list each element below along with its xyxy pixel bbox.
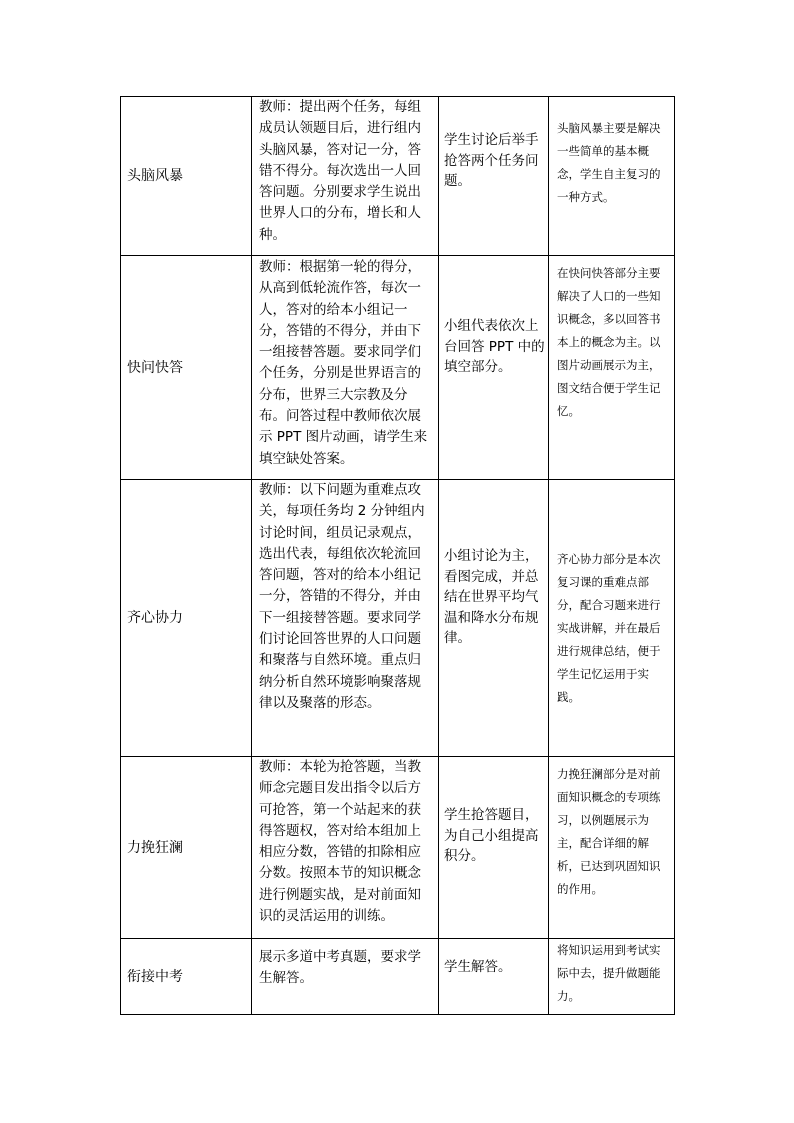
design-intent-text: 力挽狂澜部分是对前面知识概念的专项练习，以例题展示为主，配合详细的解析，已达到巩固知识的作用。 xyxy=(557,767,661,896)
student-activity-text: 小组讨论为主，看图完成，并总结在世界平均气温和降水分布规律。 xyxy=(444,548,539,646)
table-row xyxy=(121,939,675,1015)
design-intent-text: 在快问快答部分主要解决了人口的一些知识概念，多以回答书本上的概念为主。以图片动画展示为主，图文结合便于学生记忆。 xyxy=(557,266,661,418)
teacher-activity-text: 教师：以下问题为重难点攻关，每项任务均 2 分钟组内讨论时间，组员记录观点，选出代表，每组依次轮流回答问题，答对的给本小组记一分，答错的不得分，并由下一组接替答题。要求同学们讨论回答世界的人口问题和聚落与自然环境。重点归纳分析自然环境影响聚落规律以及聚落的形态。 xyxy=(259,482,425,711)
stage-cell xyxy=(121,256,252,480)
student-activity-cell xyxy=(439,939,549,1015)
teacher-activity-cell xyxy=(252,97,439,256)
teacher-activity-cell xyxy=(252,480,439,757)
student-activity-cell xyxy=(439,480,549,757)
stage-label: 衔接中考 xyxy=(127,968,183,985)
stage-cell xyxy=(121,939,252,1015)
stage-cell xyxy=(121,97,252,256)
teacher-activity-cell xyxy=(252,757,439,939)
student-activity-text: 学生解答。 xyxy=(444,959,512,975)
design-intent-text: 头脑风暴主要是解决一些简单的基本概念，学生自主复习的一种方式。 xyxy=(557,121,661,204)
table-row xyxy=(121,256,675,480)
student-activity-cell xyxy=(439,256,549,480)
student-activity-cell xyxy=(439,757,549,939)
design-intent-cell xyxy=(549,97,675,256)
stage-cell xyxy=(121,757,252,939)
stage-label: 头脑风暴 xyxy=(127,168,183,184)
lesson-activity-table xyxy=(120,96,675,1015)
stage-cell xyxy=(121,480,252,757)
student-activity-text: 学生抢答题目，为自己小组提高积分。 xyxy=(444,807,539,864)
design-intent-cell xyxy=(549,939,675,1015)
design-intent-text: 齐心协力部分是本次复习课的重难点部分，配合习题来进行实战讲解，并在最后进行规律总结，便于学生记忆运用于实践。 xyxy=(557,552,661,704)
table-row xyxy=(121,97,675,256)
table-row xyxy=(121,757,675,939)
student-activity-text: 学生讨论后举手抢答两个任务问题。 xyxy=(444,132,539,189)
table-row xyxy=(121,480,675,757)
stage-label: 力挽狂澜 xyxy=(127,839,183,856)
teacher-activity-text: 教师：本轮为抢答题，当教师念完题目发出指令以后方可抢答，第一个站起来的获得答题权，答对给本组加上相应分数，答错的扣除相应分数。按照本节的知识概念进行例题实战，是对前面知识的灵活运用的训练。 xyxy=(259,759,421,925)
design-intent-cell xyxy=(549,757,675,939)
stage-label: 齐心协力 xyxy=(127,610,183,626)
teacher-activity-text: 展示多道中考真题，要求学生解答。 xyxy=(259,949,421,987)
teacher-activity-text: 教师：提出两个任务，每组成员认领题目后，进行组内头脑风暴，答对记一分，答错不得分。每次选出一人回答问题。分别要求学生说出世界人口的分布，增长和人种。 xyxy=(259,99,421,243)
student-activity-cell xyxy=(439,97,549,256)
teacher-activity-cell xyxy=(252,256,439,480)
teacher-activity-text: 教师：根据第一轮的得分，从高到低轮流作答，每次一人，答对的给本小组记一分，答错的不得分，并由下一组接替答题。要求同学们个任务，分别是世界语言的分布，世界三大宗教及分布。问答过程中教师依次展示 PPT 图片动画，请学生来填空缺处答案。 xyxy=(259,259,428,467)
stage-label: 快问快答 xyxy=(127,359,183,376)
teacher-activity-cell xyxy=(252,939,439,1015)
design-intent-cell xyxy=(549,256,675,480)
student-activity-text: 小组代表依次上台回答 PPT 中的填空部分。 xyxy=(444,318,545,375)
design-intent-text: 将知识运用到考试实际中去，提升做题能力。 xyxy=(557,943,661,1003)
design-intent-cell xyxy=(549,480,675,757)
